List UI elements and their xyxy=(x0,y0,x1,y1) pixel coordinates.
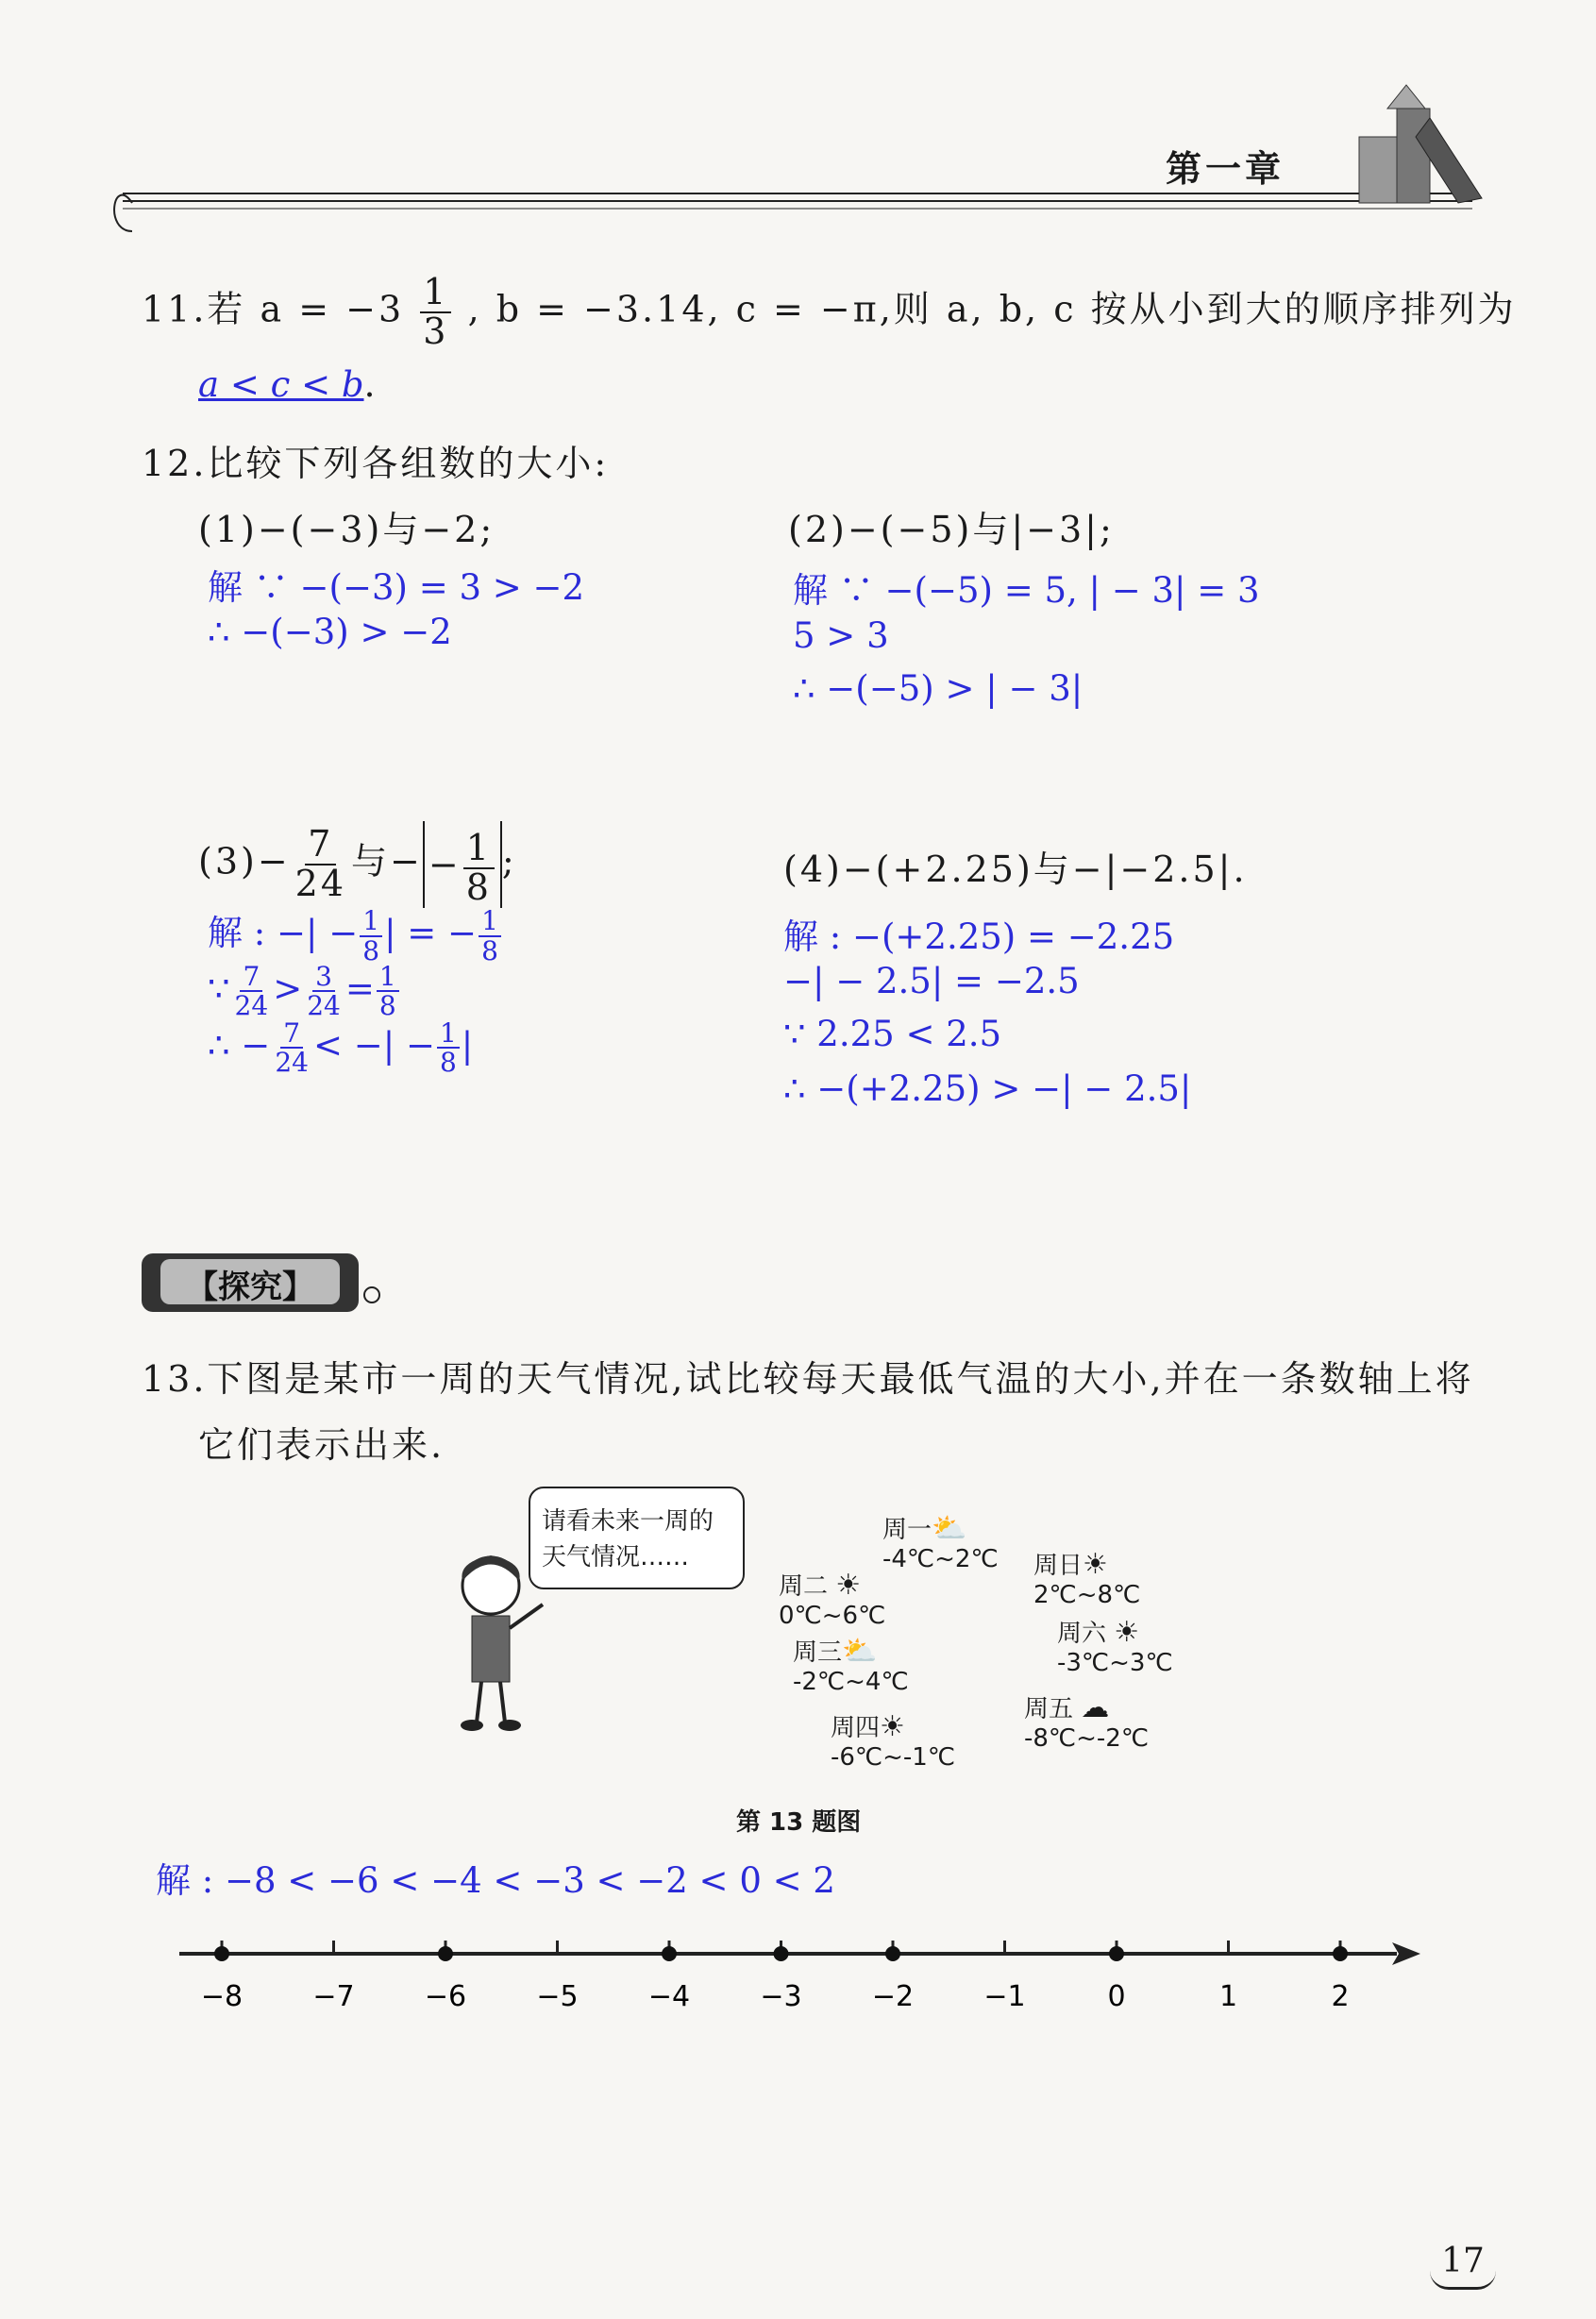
fraction: $\frac{1}{3}$ xyxy=(420,274,451,351)
weather-day: 周日☀ 2℃~8℃ xyxy=(1033,1548,1141,1609)
axis-tick-label: −1 xyxy=(983,1980,1026,2013)
magnifier-icon xyxy=(359,1284,387,1312)
axis-tick-label: 2 xyxy=(1331,1980,1350,2013)
q12-part1-answer-line: 解 ∵ −(−3) = 3 > −2 xyxy=(208,567,585,608)
sun-icon: ☀ xyxy=(880,1710,905,1743)
weather-day: 周二 ☀ 0℃~6℃ xyxy=(779,1569,886,1630)
number-line xyxy=(151,1916,1435,2039)
axis-point xyxy=(885,1946,900,1961)
weather-day: 周三⛅ -2℃~4℃ xyxy=(793,1635,909,1696)
q12-part1: (1)−(−3)与−2; xyxy=(198,509,496,550)
axis-tick-label: −6 xyxy=(424,1980,467,2013)
page-number: 17 xyxy=(1430,2242,1496,2290)
q12-part4-answer-line: ∵ 2.25 < 2.5 xyxy=(783,1014,1002,1054)
q12-part4-answer-line: 解 : −(+2.25) = −2.25 xyxy=(783,916,1175,957)
axis-point xyxy=(662,1946,677,1961)
q12-part4-answer-line: −| − 2.5| = −2.5 xyxy=(783,961,1080,1001)
q12-part2-answer-line: 5 > 3 xyxy=(793,615,889,656)
axis-tick-label: 0 xyxy=(1107,1980,1126,2013)
q12-part1-answer-line: ∴ −(−3) > −2 xyxy=(208,612,452,652)
q12-part2-answer-line: ∴ −(−5) > | − 3| xyxy=(793,668,1084,709)
sun-icon: ☀ xyxy=(1114,1616,1140,1649)
answer-11: a < c < b. xyxy=(198,363,378,405)
sun-icon: ☀ xyxy=(1083,1548,1108,1581)
axis-point xyxy=(774,1946,789,1961)
q12-part2-answer-line: 解 ∵ −(−5) = 5, | − 3| = 3 xyxy=(793,570,1260,611)
q12-part4-answer-line: ∴ −(+2.25) > −| − 2.5| xyxy=(783,1068,1192,1109)
question-13-line: 13.下图是某市一周的天气情况,试比较每天最低气温的大小,并在一条数轴上将 xyxy=(142,1358,1474,1400)
axis-tick-label: −5 xyxy=(536,1980,579,2013)
axis-point xyxy=(214,1946,229,1961)
header-rule xyxy=(104,165,1501,250)
axis-tick-label: −4 xyxy=(647,1980,691,2013)
speech-bubble: 请看未来一周的 天气情况…… xyxy=(529,1487,745,1589)
axis-tick-label: 1 xyxy=(1218,1980,1238,2013)
q12-part3: (3)− $\frac{7}{24}$ 与− − $\frac{1}{8}$ ; xyxy=(198,821,517,908)
cloud-icon: ☁ xyxy=(1081,1691,1110,1724)
chapter-title: 第一章 xyxy=(1166,148,1285,190)
axis-point xyxy=(438,1946,453,1961)
axis-tick-label: −7 xyxy=(312,1980,355,2013)
question-11: 11.若 a = −3 $\frac{1}{3}$ , b = −3.14, c = −π,则 a, b, c 按从小到大的顺序排列为 xyxy=(142,271,1517,352)
partly-cloudy-icon: ⛅ xyxy=(932,1512,967,1545)
q12-part3-answer-line: ∴ − $\frac{7}{24}$ < −| − $\frac{1}{8}$ | xyxy=(208,1017,474,1079)
q12-part3-answer-line: 解 : −| − $\frac{1}{8}$ | = − $\frac{1}{8}$ xyxy=(208,904,503,965)
q12-part4: (4)−(+2.25)与−|−2.5|. xyxy=(783,849,1248,890)
question-13-line: 它们表示出来. xyxy=(198,1424,445,1466)
sun-icon: ☀ xyxy=(835,1569,862,1602)
weather-day: 周四☀ -6℃~-1℃ xyxy=(831,1710,956,1772)
weather-day: 周五 ☁ -8℃~-2℃ xyxy=(1024,1691,1150,1753)
weather-day: 周一⛅ -4℃~2℃ xyxy=(882,1512,999,1573)
q12-part2: (2)−(−5)与|−3|; xyxy=(788,509,1115,550)
question-12-title: 12.比较下列各组数的大小: xyxy=(142,443,610,484)
weather-day: 周六 ☀ -3℃~3℃ xyxy=(1057,1616,1173,1677)
q12-part3-answer-line: ∵ $\frac{7}{24}$ > $\frac{3}{24}$ = $\frac{1}{8}$ xyxy=(208,963,401,1020)
axis-tick-label: −3 xyxy=(760,1980,802,2013)
section-badge: 【探究】 xyxy=(142,1253,359,1312)
partly-cloudy-icon: ⛅ xyxy=(842,1635,878,1668)
axis-tick-label: −2 xyxy=(871,1980,915,2013)
axis-point xyxy=(1333,1946,1348,1961)
axis-point xyxy=(1109,1946,1124,1961)
chapter-logo-icon xyxy=(1340,80,1491,212)
figure-caption: 第 13 题图 xyxy=(736,1808,862,1837)
answer-13: 解 : −8 < −6 < −4 < −3 < −2 < 0 < 2 xyxy=(156,1860,835,1901)
axis-tick-label: −8 xyxy=(200,1980,244,2013)
